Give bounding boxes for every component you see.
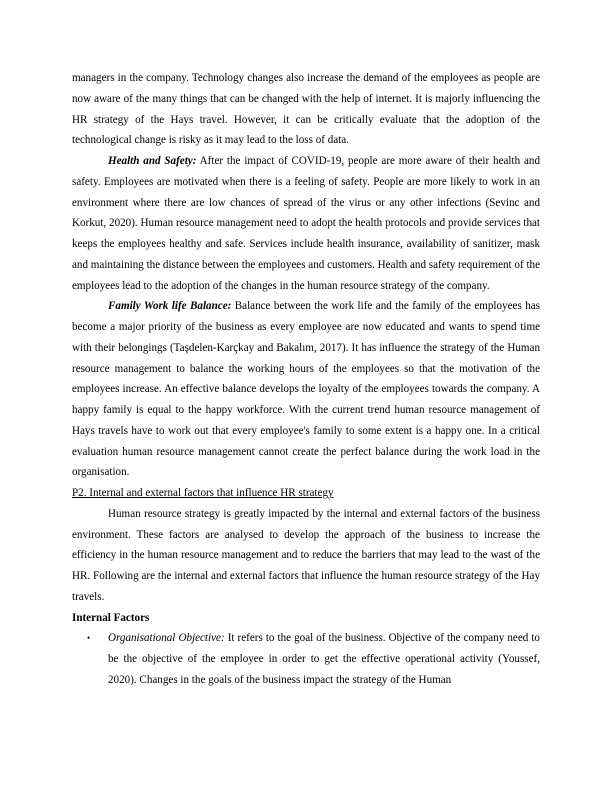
health-safety-body: After the impact of COVID-19, people are more aware of their health and safety. Employees are motivated when there is a feeling of safety. People are more likely to work in an environment where there are low chances of spread of the virus or any other infections (Sevinc and Korkut, 2020). Human resource management need to adopt the health protocols and provide services that keeps the employees healthy and safe. Services include health insurance, availability of sanitizer, mask and maintaining the distance between the employees and customers. Health and safety requirement of the employees lead to the adoption of the changes in the human resource strategy of the company. <box>72 155 540 292</box>
document-page <box>72 68 540 691</box>
paragraph-technology: managers in the company. Technology changes also increase the demand of the employees as people are now aware of the many things that can be changed with the help of internet. It is majorly influencing the HR strategy of the Hays travel. However, it can be critically evaluate that the adoption of the technological change is risky as it may lead to the loss of data. <box>72 72 540 147</box>
paragraph-hr-strategy-factors: Human resource strategy is greatly impacted by the internal and external factors of the business environment. These factors are analysed to develop the approach of the business to increase the efficiency in the human resource management and to reduce the barriers that may lead to the wast of the HR. Following are the internal and external factors that influence the human resource strategy of the Hay travels. <box>72 507 540 603</box>
paragraph-family-work-life <box>72 296 540 483</box>
internal-factors-list <box>72 628 540 690</box>
bullet-lead: Organisational Objective: <box>108 632 225 645</box>
family-work-life-body: Balance between the work life and the family of the employees has become a major priority of the business as every employee are now educated and wants to spend time with their belongings (Taşdelen-Karçkay and Bakalım, 2017). It has influence the strategy of the Human resource management to balance the working hours of the employees so that the motivation of the employees increase. An effective balance develops the loyalty of the employees towards the company. A happy family is equal to the happy workforce. With the current trend human resource management of Hays travels have to work out that every employee's family to some extent is a happy one. In a critical evaluation human resource management cannot create the perfect balance during the work load in the organisation. <box>72 300 540 479</box>
health-safety-lead: Health and Safety: <box>108 155 197 167</box>
list-item <box>72 628 540 690</box>
section-heading: P2. Internal and external factors that influence HR strategy <box>72 487 334 499</box>
internal-factors-heading: Internal Factors <box>72 611 150 624</box>
paragraph-health-safety <box>72 151 540 296</box>
family-work-life-lead: Family Work life Balance: <box>108 300 232 313</box>
bullet-body: It refers to the goal of the business. Objective of the company need to be the objective of the employee in order to get the effective operational activity (Youssef, 2020). Changes in the goals of the business impact the strategy of the Human <box>108 632 540 686</box>
bullet-icon: • <box>87 633 91 644</box>
